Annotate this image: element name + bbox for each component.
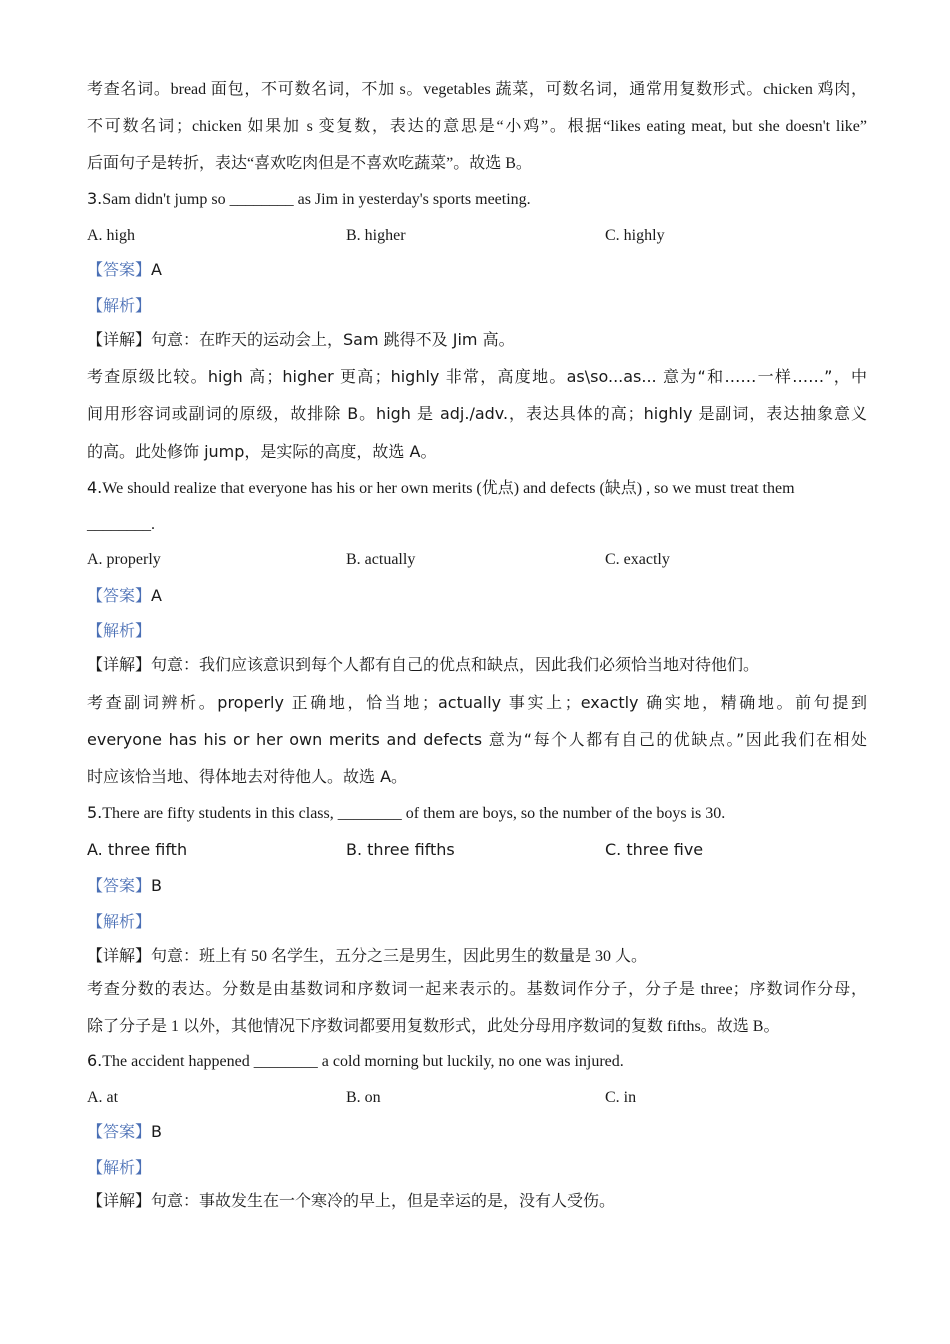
question-4-explain-3: 时应该恰当地、得体地去对待他人。故选 A。 [87,767,408,786]
answer-value: A [151,586,162,605]
question-4-answer [87,585,867,607]
question-4-option-c: C. exactly [605,551,670,568]
question-3-explain-3: 的高。此处修饰 jump，是实际的高度，故选 A。 [87,442,437,461]
question-5-option-b [346,839,455,862]
question-6-analysis-label: 【解析】 [87,1158,152,1177]
detail-label: 【详解】 [87,946,152,965]
detail-label: 【详解】 [87,1191,152,1210]
question-5-answer [87,875,867,897]
question-5-option-c [605,839,703,862]
question-3-stem [87,188,867,211]
question-3-option-c: C. highly [605,227,665,244]
detail-text: 句意：事故发生在一个寒冷的早上，但是幸运的是，没有人受伤。 [151,1191,616,1210]
question-5-analysis-label: 【解析】 [87,912,152,931]
intro-line-1: 考查名词。bread 面包，不可数名词，不加 s。vegetables 蔬菜，可数名词，通常用复数形式。chicken 鸡肉， [87,81,867,98]
answer-value: B [151,876,162,895]
question-number: 4. [87,478,103,497]
question-4-explain-1: 考查副词辨析。properly 正确地，恰当地；actually 事实上；exactly 确实地，精确地。前句提到 [87,693,867,712]
question-5-explain-1: 考查分数的表达。分数是由基数词和序数词一起来表示的。基数词作分子，分子是 three；序数词作分母， [87,981,867,998]
question-5-detail [87,945,867,968]
detail-text: 句意：班上有 50 名学生，五分之三是男生，因此男生的数量是 30 人。 [151,948,648,965]
question-5-option-a [87,839,187,862]
intro-line-3: 后面句子是转折，表达“喜欢吃肉但是不喜欢吃蔬菜”。故选 B。 [87,155,532,172]
option-text: B. three fifths [346,840,455,859]
question-6-option-a: A. at [87,1089,119,1106]
question-5-explain-2: 除了分子是 1 以外，其他情况下序数词都要用复数形式，此处分母用序数词的复数 fifths。故选 B。 [87,1018,780,1035]
question-6-option-b: B. on [346,1089,381,1106]
question-6-option-c: C. in [605,1089,637,1106]
question-number: 5. [87,803,103,822]
answer-label: 【答案】 [87,1122,152,1141]
question-text: There are fifty students in this class, ________ of them are boys, so the number of the boys is 30. [102,805,726,822]
detail-label: 【详解】 [87,330,152,349]
option-text: C. three five [605,840,704,859]
question-3-option-a: A. high [87,227,135,244]
question-text: Sam didn't jump so ________ as Jim in yesterday's sports meeting. [102,191,531,208]
intro-line-2: 不可数名词；chicken 如果加 s 变复数，表达的意思是“小鸡”。根据“likes eating meat, but she doesn't like” [87,118,867,135]
detail-text: 句意：在昨天的运动会上，Sam 跳得不及 Jim 高。 [151,330,515,349]
option-text: A. three fifth [87,840,188,859]
question-number: 3. [87,189,103,208]
question-6-detail [87,1190,867,1212]
answer-label: 【答案】 [87,876,152,895]
answer-value: B [151,1122,162,1141]
answer-value: A [151,260,162,279]
question-text: The accident happened ________ a cold morning but luckily, no one was injured. [102,1053,624,1070]
answer-label: 【答案】 [87,586,152,605]
question-4-option-a: A. properly [87,551,161,568]
question-number: 6. [87,1051,103,1070]
question-4-detail [87,654,867,676]
question-5-stem [87,802,867,825]
question-6-stem [87,1050,867,1073]
question-4-explain-2: everyone has his or her own merits and defects 意为“每个人都有自己的优缺点。”因此我们在相处 [87,730,867,749]
question-3-explain-2: 间用形容词或副词的原级，故排除 B。high 是 adj./adv.，表达具体的高；highly 是副词，表达抽象意义 [87,404,867,423]
question-3-analysis-label: 【解析】 [87,296,152,315]
question-4-option-b: B. actually [346,551,416,568]
question-text: We should realize that everyone has his or her own merits (优点) and defects (缺点) , so we must treat them [102,480,795,497]
question-4-stem [87,477,867,500]
question-3-explain-1: 考查原级比较。high 高；higher 更高；highly 非常，高度地。as\so...as... 意为“和……一样……”，中 [87,367,867,386]
question-6-answer [87,1121,867,1143]
question-4-analysis-label: 【解析】 [87,621,152,640]
detail-label: 【详解】 [87,655,152,674]
question-3-detail [87,329,867,351]
answer-label: 【答案】 [87,260,152,279]
question-3-answer [87,259,867,281]
detail-text: 句意：我们应该意识到每个人都有自己的优点和缺点，因此我们必须恰当地对待他们。 [151,655,760,674]
question-3-option-b: B. higher [346,227,406,244]
question-4-stem-cont: ________. [87,516,155,533]
